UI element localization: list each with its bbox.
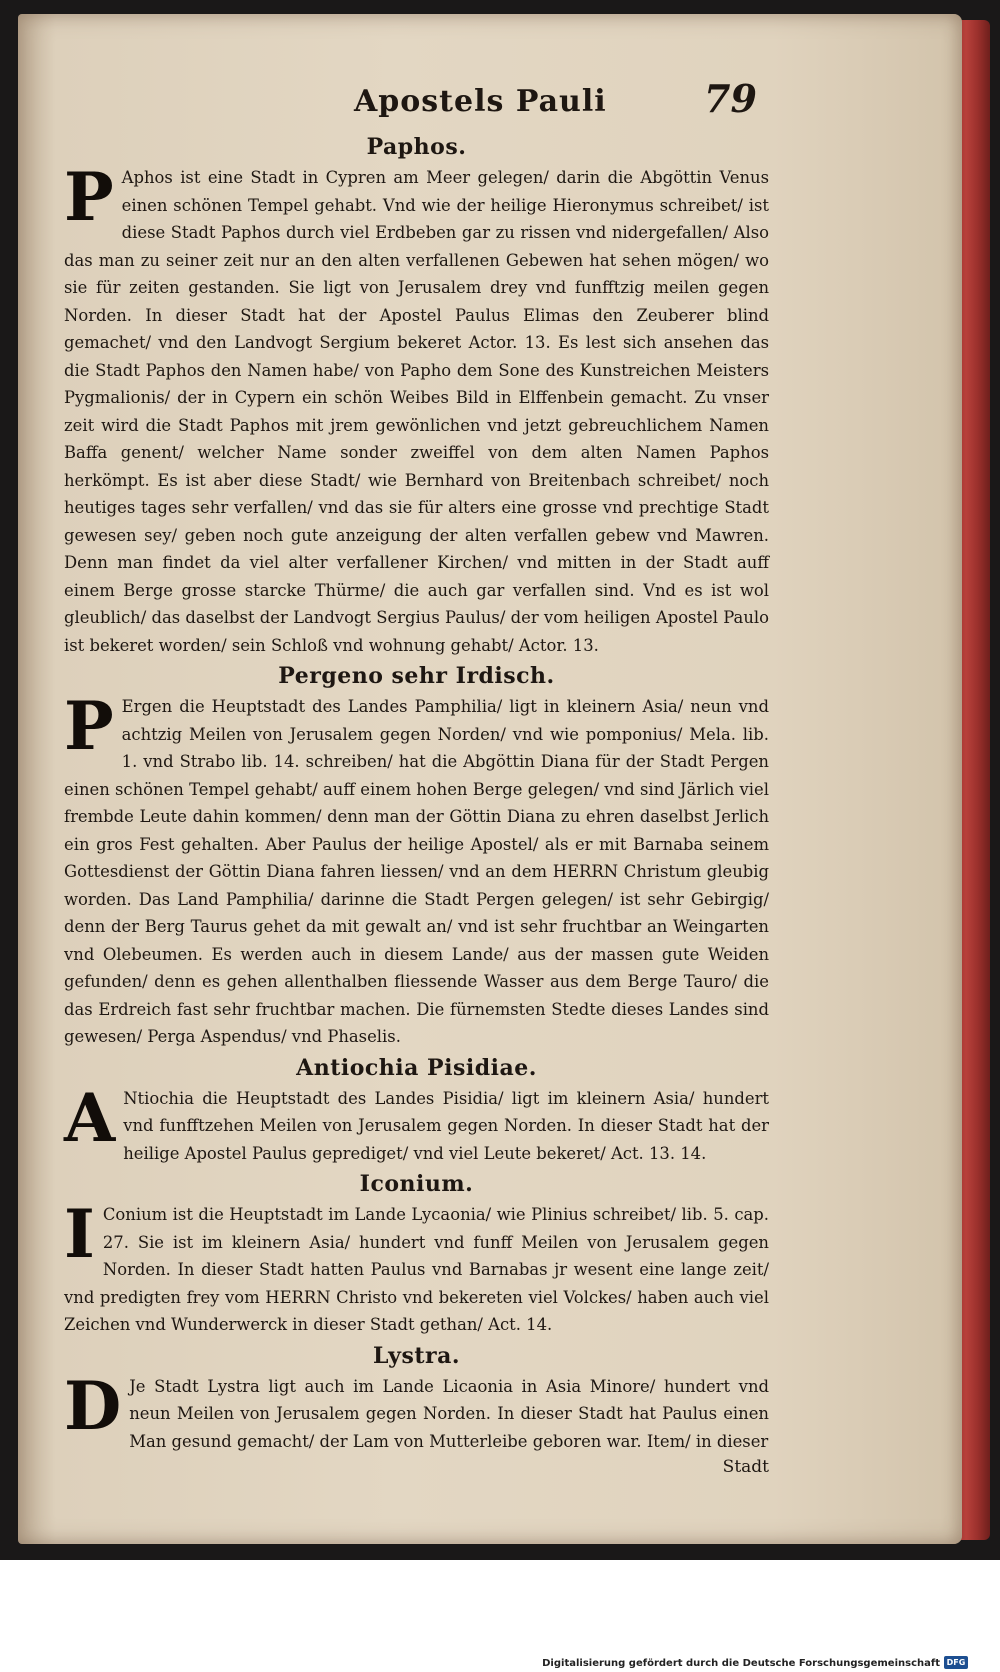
drop-cap-initial: I [64,1195,95,1273]
section-paphos [64,134,769,659]
section-iconium [64,1171,769,1339]
text-block [64,74,769,1477]
book-page [18,14,962,1544]
drop-cap-initial: P [64,687,114,765]
catchword: Stadt [722,1457,769,1477]
section-heading: Paphos. [366,134,467,160]
section-heading: Lystra. [372,1342,461,1369]
section-pergen [64,663,769,1051]
digitization-credit: Digitalisierung gefördert durch die Deutsche Forschungsgemeinschaft [542,1658,940,1669]
section-paragraph [64,158,769,659]
paragraph-text: Ergen die Heuptstadt des Landes Pamphilia/ ligt in kleinern Asia/ neun vnd achtzig Meilen von Jerusalem gegen Norden/ vnd wie pomponius/ Mela. lib. 1. vnd Strabo lib. 14. schreiben/ hat die Abgöttin Diana für der Stadt Pergen einen schönen Tempel gehabt/ auff einem hohen Berge gelegen/ vnd sind Järlich viel frembde Leute dahin kommen/ denn man der Göttin Diana zu ehren daselbst Jerlich ein gros Fest gehalten. Aber Paulus der heilige Apostel/ als er mit Barnaba seinem Gottesdienst der Göttin Diana fahren liessen/ vnd an dem HERRN Christum gleubig worden. Das Land Pamphilia/ darinne die Stadt Pergen gelegen/ ist sehr Gebirgig/ denn der Berg Taurus gehet da mit gewalt an/ vnd ist sehr fruchtbar an Weingarten vnd Olebeumen. Es werden auch in diesem Lande/ aus der massen gute Weiden gefunden/ denn es gehen allenthalben fliessende Wasser aus dem Berge Tauro/ die das Erdreich fast sehr fruchtbar machen. Die fürnemsten Stedte dieses Landes sind gewesen/ Perga Aspendus/ vnd Phaselis. [64,697,769,1046]
paragraph-text: Je Stadt Lystra ligt auch im Lande Licaonia in Asia Minore/ hundert vnd neun Meilen von Jerusalem gegen Norden. In dieser Stadt hat Paulus einen Man gesund gemacht/ der Lam von Mutterleibe geboren war. Item/ in dieser [129,1376,769,1451]
running-head [64,74,769,130]
drop-cap-initial: D [64,1366,122,1445]
section-paragraph [64,1366,769,1456]
section-paragraph [64,1078,769,1168]
paragraph-text: Ntiochia die Heuptstadt des Landes Pisidia/ ligt im kleinern Asia/ hundert vnd funfftzehen Meilen von Jerusalem gegen Norden. In dieser Stadt hat der heilige Apostel Paulus geprediget/ vnd viel Leute bekeret/ Act. 13. 14. [123,1088,769,1163]
paragraph-text: Conium ist die Heuptstadt im Lande Lycaonia/ wie Plinius schreibet/ lib. 5. cap. 27. Sie ist im kleinern Asia/ hundert vnd funff Meilen von Jerusalem gegen Norden. In dieser Stadt hatten Paulus vnd Barnabas jr wesent eine lange zeit/ vnd predigten frey vom HERRN Christo vnd bekereten viel Volckes/ haben auch viel Zeichen vnd Wunderwerck in dieser Stadt gethan/ Act. 14. [64,1205,769,1334]
section-paragraph [64,1195,769,1339]
drop-cap-initial: P [64,158,114,236]
section-heading: Iconium. [359,1171,474,1197]
drop-cap-initial: A [64,1078,116,1157]
section-heading: Pergeno sehr Irdisch. [278,663,555,689]
paragraph-text: Aphos ist eine Stadt in Cypren am Meer gelegen/ darin die Abgöttin Venus einen schönen Tempel gehabt. Vnd wie der heilige Hieronymus schreibet/ ist diese Stadt Paphos durch viel Erdbeben gar zu rissen vnd nidergefallen/ Also das man zu seiner zeit nur an den alten verfallenen Gebewen hat sehen mögen/ wo sie für zeiten gestanden. Sie ligt von Jerusalem drey vnd funfftzig meilen gegen Norden. In dieser Stadt hat der Apostel Paulus Elimas den Zeuberer blind gemachet/ vnd den Landvogt Sergium bekeret Actor. 13. Es lest sich ansehen das die Stadt Paphos den Namen habe/ von Papho dem Sone des Kunstreichen Meisters Pygmalionis/ der in Cypern ein schön Weibes Bild in Elffenbein gemacht. Zu vnser zeit wird die Stadt Paphos mit jrem gewönlichen vnd jetzt gebreuchlichem Namen Baffa genent/ welcher Name sonder zweiffel von dem alten Namen Paphos herkömpt. Es ist aber diese Stadt/ wie Bernhard von Breitenbach schreibet/ noch heutiges tages sehr verfallen/ vnd das sie für alters eine grosse vnd prechtige Stadt gewesen sey/ geben noch gute anzeigung der alten verfallen gebew vnd Mawren. Denn man findet da viel alter verfallener Kirchen/ vnd mitten in der Stadt auff einem Berge grosse starcke Thürme/ die auch gar verfallen sind. Vnd es ist wol gleublich/ das daselbst der Landvogt Sergius Paulus/ der vom heiligen Apostel Paulo ist bekeret worden/ sein Schloß vnd wohnung gehabt/ Actor. 13. [64,168,769,655]
running-title: Apostels Pauli [354,84,607,119]
section-heading: Antiochia Pisidiae. [296,1054,537,1081]
section-antiochia [64,1055,769,1168]
section-paragraph [64,687,769,1051]
dfg-logo: DFG [944,1656,968,1669]
footer-bar [0,1560,1000,1672]
page-number: 79 [704,76,757,121]
section-lystra [64,1343,769,1456]
